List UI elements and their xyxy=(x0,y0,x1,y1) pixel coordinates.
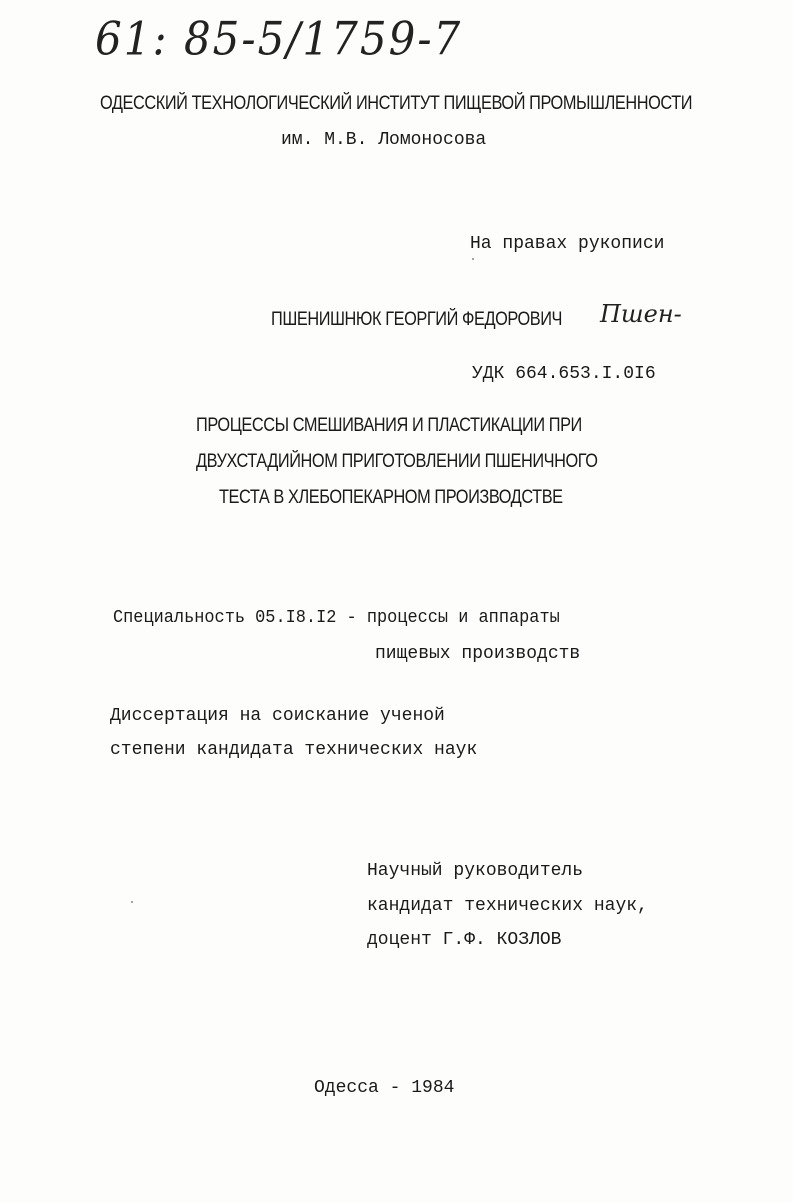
title-line-1: ПРОЦЕССЫ СМЕШИВАНИЯ И ПЛАСТИКАЦИИ ПРИ xyxy=(196,415,582,436)
supervisor-line-2: кандидат технических наук, xyxy=(367,896,648,916)
scan-speck xyxy=(131,901,133,903)
specialty-line-2: пищевых производств xyxy=(375,644,581,664)
supervisor-line-1: Научный руководитель xyxy=(367,861,584,881)
specialty-line-1: Специальность 05.I8.I2 - процессы и аппараты xyxy=(113,608,560,628)
title-line-3: ТЕСТА В ХЛЕБОПЕКАРНОМ ПРОИЗВОДСТВЕ xyxy=(219,487,563,508)
scan-speck xyxy=(472,258,474,260)
udk-code: УДК 664.653.I.0I6 xyxy=(472,364,656,384)
dissertation-line-2: степени кандидата технических наук xyxy=(110,740,478,760)
supervisor-line-3: доцент Г.Ф. КОЗЛОВ xyxy=(367,930,562,950)
institute-name: ОДЕССКИЙ ТЕХНОЛОГИЧЕСКИЙ ИНСТИТУТ ПИЩЕВОЙ ПРОМЫШЛЕННОСТИ xyxy=(100,93,693,114)
place-year: Одесса - 1984 xyxy=(314,1078,455,1098)
archive-code: 61: 85-5/1759-7 xyxy=(95,11,463,66)
dissertation-line-1: Диссертация на соискание ученой xyxy=(110,706,445,726)
title-line-2: ДВУХСТАДИЙНОМ ПРИГОТОВЛЕНИИ ПШЕНИЧНОГО xyxy=(196,451,598,472)
rights-notice: На правах рукописи xyxy=(470,234,665,254)
author-name: ПШЕНИШНЮК ГЕОРГИЙ ФЕДОРОВИЧ xyxy=(271,309,563,330)
author-signature: Пшен- xyxy=(600,300,682,328)
named-after: им. М.В. Ломоносова xyxy=(281,130,487,150)
